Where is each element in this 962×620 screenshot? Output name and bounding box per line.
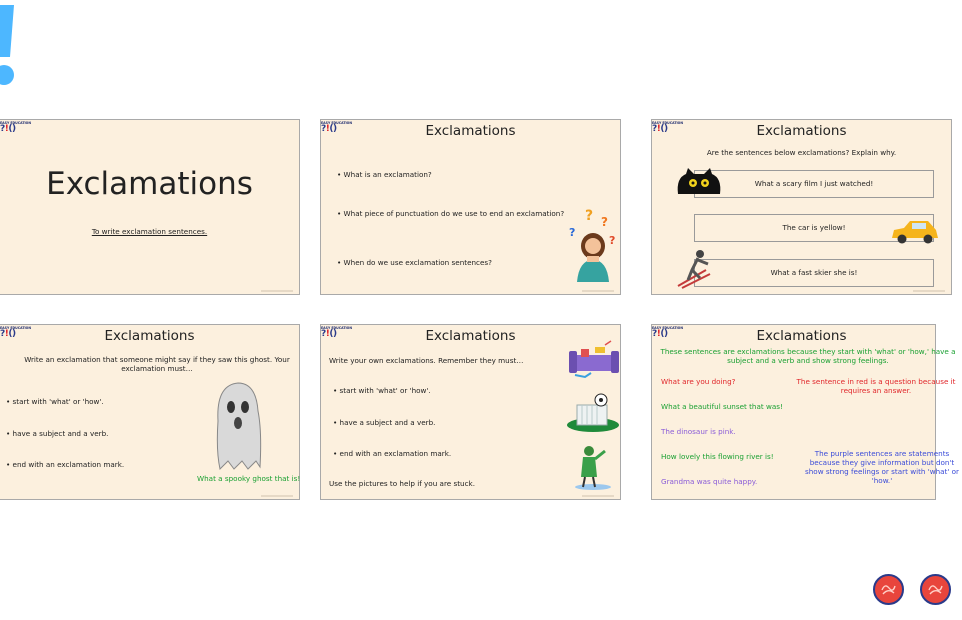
slide-thumbnail-1[interactable]	[0, 119, 300, 295]
svg-text:?: ?	[585, 208, 594, 224]
nav-dot-button[interactable]	[920, 574, 951, 605]
scribble-icon	[926, 580, 945, 599]
thinking-girl-illustration	[565, 206, 621, 282]
sentence-3: The dinosaur is pink.	[661, 427, 736, 436]
sentence-5: Grandma was quite happy.	[661, 477, 758, 486]
sentence-box-1: What a scary film I just watched!	[694, 170, 934, 198]
logo: EASY EDUCATION ?!()	[652, 326, 684, 339]
svg-text:?: ?	[569, 226, 576, 239]
slide-subtitle: To write exclamation sentences.	[91, 227, 208, 236]
bullet-2: • What piece of punctuation do we use to end an exclamation?	[337, 209, 565, 218]
slide-title: Exclamations	[104, 328, 195, 344]
logo: EASY EDUCATION ?!()	[0, 326, 32, 339]
green-explanation: These sentences are exclamations because they start with 'what' or 'how,' have a subject and a verb and show strong feelings.	[660, 347, 956, 365]
example-exclamation: What a spooky ghost that is!	[197, 474, 301, 483]
messy-sofa-illustration	[567, 341, 621, 379]
bullet-3: • When do we use exclamation sentences?	[337, 258, 492, 267]
slide-intro: Write your own exclamations. Remember they must…	[329, 356, 524, 365]
logo: EASY EDUCATION ?!()	[0, 121, 32, 134]
bullet-3: • end with an exclamation mark.	[333, 449, 452, 458]
red-explanation: The sentence in red is a question because it requires an answer.	[796, 377, 956, 395]
sentence-2: What a beautiful sunset that was!	[661, 402, 783, 411]
slide-title: Exclamations	[756, 123, 847, 139]
slide-intro: Write an exclamation that someone might say if they saw this ghost. Your exclamation must…	[24, 355, 290, 373]
bullet-2: • have a subject and a verb.	[6, 429, 109, 438]
black-cat-illustration	[674, 168, 724, 196]
purple-explanation: The purple sentences are statements because they give information but don't show strong feelings or start with 'what' or 'how.'	[805, 449, 959, 485]
logo: EASY EDUCATION ?!()	[321, 121, 353, 134]
slide-title: Exclamations	[425, 328, 516, 344]
footer-mark	[261, 290, 293, 292]
ghost-illustration	[214, 381, 262, 471]
footer-mark	[582, 290, 614, 292]
slide-thumbnail-4[interactable]	[0, 324, 300, 500]
exclamation-graphic	[0, 5, 32, 87]
boy-in-rain-illustration	[571, 443, 615, 491]
slide-outro: Use the pictures to help if you are stuck.	[329, 479, 475, 488]
svg-text:?: ?	[609, 234, 616, 247]
sentence-box-3: What a fast skier she is!	[694, 259, 934, 287]
slide-title: Exclamations	[46, 166, 253, 202]
footer-mark	[582, 495, 614, 497]
slide-question: Are the sentences below exclamations? Explain why.	[706, 148, 897, 157]
football-goal-illustration	[565, 391, 621, 433]
footer-mark	[913, 290, 945, 292]
slide-thumbnail-2[interactable]	[320, 119, 621, 295]
bullet-3: • end with an exclamation mark.	[6, 460, 125, 469]
yellow-car-illustration	[890, 218, 940, 246]
logo: EASY EDUCATION ?!()	[652, 121, 684, 134]
skier-illustration	[676, 248, 714, 290]
bullet-2: • have a subject and a verb.	[333, 418, 436, 427]
slide-thumbnail-6[interactable]	[651, 324, 959, 500]
slide-title: Exclamations	[756, 328, 847, 344]
slide-thumbnail-5[interactable]	[320, 324, 621, 500]
logo: EASY EDUCATION ?!()	[321, 326, 353, 339]
footer-mark	[261, 495, 293, 497]
slide-thumbnail-3[interactable]	[651, 119, 952, 295]
bullet-1: • What is an exclamation?	[337, 170, 432, 179]
nav-dot-button[interactable]	[873, 574, 904, 605]
bullet-1: • start with 'what' or 'how'.	[6, 397, 104, 406]
sentence-1: What are you doing?	[661, 377, 736, 386]
sentence-4: How lovely this flowing river is!	[661, 452, 774, 461]
scribble-icon	[879, 580, 898, 599]
sentence-box-2: The car is yellow!	[694, 214, 934, 242]
bullet-1: • start with 'what' or 'how'.	[333, 386, 431, 395]
slide-title: Exclamations	[425, 123, 516, 139]
svg-text:?: ?	[601, 215, 608, 229]
